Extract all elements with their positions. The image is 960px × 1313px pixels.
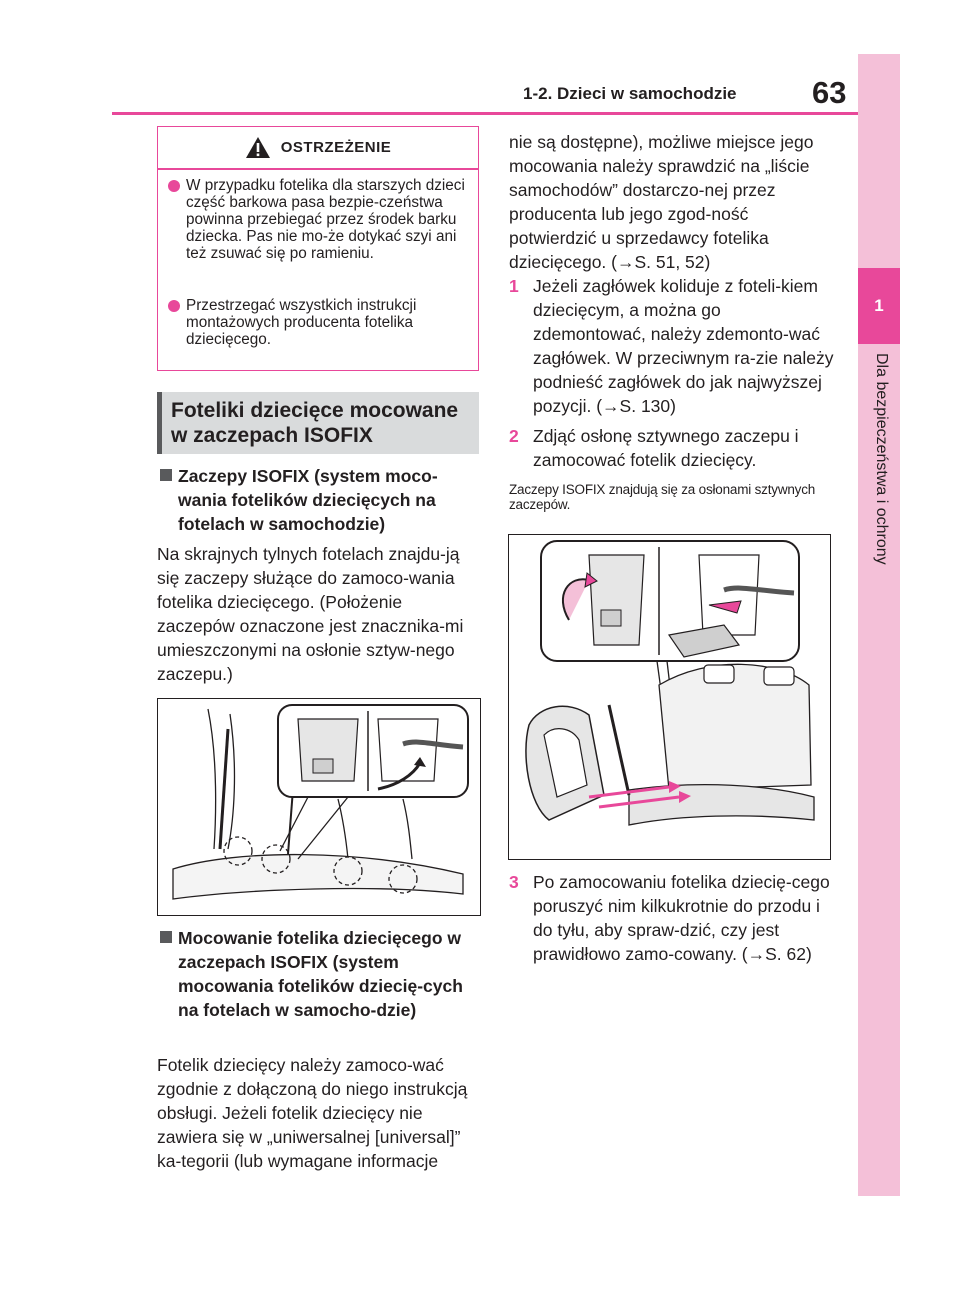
warning-title: OSTRZEŻENIE [280, 138, 392, 156]
running-header-section: 1-2. Dzieci w samochodzie [523, 84, 737, 103]
warning-item [168, 177, 473, 262]
chapter-number-tab: 1 [858, 268, 900, 344]
paragraph-anchors-location: Na skrajnych tylnych fotelach znajdu-ją się zaczepy służące do zamoco-wania fotelika dziecięcego. (Położenie zaczepów oznaczone jest znacznika-mi umieszczonymi na osłonie sztyw-nego zaczepu.) [157, 544, 464, 684]
step-text: Po zamocowaniu fotelika dziecię-cego poruszyć nim kilkukrotnie do przodu i do tyłu, aby spraw-dzić, czy jest prawidłowo zamo-cowany. (→S. 62) [533, 872, 830, 964]
section-heading [157, 392, 479, 454]
step-3 [509, 870, 834, 966]
section-heading-bar [157, 392, 162, 454]
warning-divider [158, 168, 478, 170]
subhead-text: Zaczepy ISOFIX (system moco-wania fotelików dziecięcych na fotelach w samochodzie) [178, 466, 438, 534]
step-text: Zdjąć osłonę sztywnego zaczepu i zamocować fotelik dziecięcy. [533, 426, 799, 470]
warning-item-text: W przypadku fotelika dla starszych dzieci część barkowa pasa bezpie-czeństwa powinna przebiegać przez środek barku dziecka. Pas nie mo-że dotykać szyi ani też zsuwać się po ramieniu. [186, 177, 465, 262]
bullet-dot-icon [168, 180, 180, 192]
chapter-title-vertical: Dla bezpieczeństwa i ochrony [873, 353, 890, 565]
subhead-isofix-anchors [160, 464, 482, 536]
step-text: Jeżeli zagłówek koliduje z foteli-kiem dziecięcym, a można go zdemontować, należy zdemonto-wać zagłówek. W przeciwnym ra-zie należy podnieść zagłówek do jak najwyższej pozycji. (→S. 130) [533, 276, 834, 416]
paragraph-install-intro: Fotelik dziecięcy należy zamoco-wać zgodnie z dołączoną do niego instrukcją obsługi. Jeżeli fotelik dziecięcy nie zawiera się w „uniwersalnej [universal]” ka-tegorii (lub wymagane informacje [157, 1055, 468, 1171]
header-rule [112, 112, 858, 115]
figure-rear-seat-anchors [157, 698, 481, 916]
warning-item-text: Przestrzegać wszystkich instrukcji montażowych producenta fotelika dziecięcego. [186, 297, 417, 348]
paragraph-install-continued: nie są dostępne), możliwe miejsce jego mocowania należy sprawdzić na „liście samochodów” dostarczo-nej przez producenta lub jego zgod-ność potwierdzić u sprzedawcy fotelika dziecięcego. (→S. 51, 52) [509, 132, 814, 272]
bullet-dot-icon [168, 300, 180, 312]
warning-item [168, 297, 473, 348]
warning-box [157, 126, 479, 371]
step-number: 2 [509, 426, 519, 446]
step-number: 3 [509, 872, 519, 892]
note-anchors-covers: Zaczepy ISOFIX znajdują się za osłonami sztywnych zaczepów. [509, 482, 816, 512]
warning-header [158, 127, 478, 167]
subhead-isofix-installation [160, 926, 482, 1022]
step-2 [509, 424, 834, 472]
page-number: 63 [812, 75, 847, 110]
step-1 [509, 274, 834, 418]
subhead-text: Mocowanie fotelika dziecięcego w zaczepach ISOFIX (system mocowania fotelików dziecię-cych na fotelach w samocho-dzie) [178, 928, 463, 1020]
chapter-side-tab [858, 54, 900, 1196]
square-bullet-icon [160, 469, 172, 481]
figure-child-seat-installation [508, 534, 831, 860]
step-number: 1 [509, 276, 519, 296]
square-bullet-icon [160, 931, 172, 943]
section-heading-text: Foteliki dziecięce mocowane w zaczepach ISOFIX [171, 399, 459, 447]
warning-triangle-icon [245, 136, 271, 159]
